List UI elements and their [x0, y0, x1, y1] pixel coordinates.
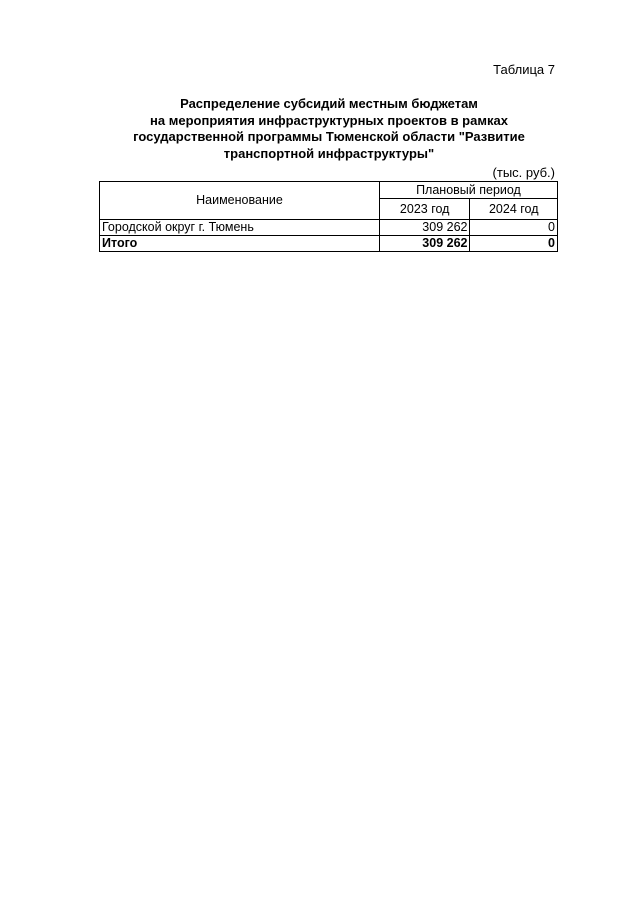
total-row: [100, 236, 558, 252]
units-label: (тыс. руб.): [492, 165, 555, 180]
document-title: [100, 96, 558, 162]
total-value-2024: 0: [470, 236, 558, 252]
header-name: Наименование: [100, 182, 380, 220]
table-row: [100, 220, 558, 236]
row-value-2023: 309 262: [379, 220, 470, 236]
total-label: Итого: [100, 236, 380, 252]
header-year-2024: 2024 год: [470, 199, 558, 220]
title-line: на мероприятия инфраструктурных проектов в рамках: [150, 112, 508, 128]
title-line: транспортной инфраструктуры": [223, 145, 435, 161]
table-header-row: [100, 182, 558, 199]
subsidies-table: [99, 181, 558, 252]
title-line: Распределение субсидий местным бюджетам: [180, 96, 478, 111]
total-value-2023: 309 262: [379, 236, 470, 252]
table-number: Таблица 7: [493, 62, 555, 77]
row-value-2024: 0: [470, 220, 558, 236]
title-line: государственной программы Тюменской области "Развитие: [133, 129, 525, 144]
header-year-2023: 2023 год: [379, 199, 470, 220]
header-period: Плановый период: [379, 182, 557, 199]
row-name: Городской округ г. Тюмень: [100, 220, 380, 236]
